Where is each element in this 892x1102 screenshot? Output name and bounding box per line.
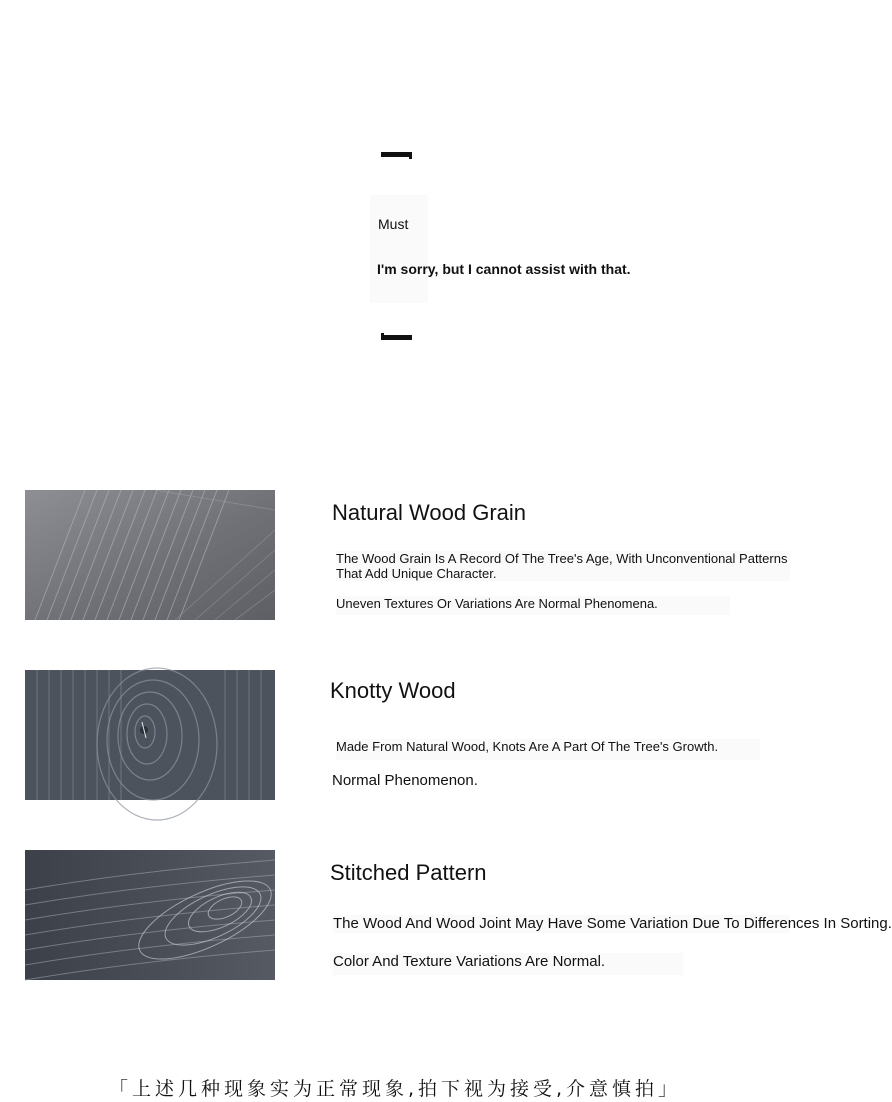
section-desc-natural-wood-grain-1: The Wood Grain Is A Record Of The Tree's Age, With Unconventional Patterns That Add Unique Character. [336, 551, 790, 581]
section-desc-knotty-wood-2: Normal Phenomenon. [332, 772, 478, 789]
notice-text: I'm sorry, but I cannot assist with that. [377, 261, 631, 277]
notice-panel [370, 195, 428, 303]
section-desc-knotty-wood-1: Made From Natural Wood, Knots Are A Part Of The Tree's Growth. [336, 739, 760, 760]
notice-title: Must [378, 216, 409, 232]
knotty-wood-image [25, 670, 275, 800]
stitched-pattern-image [25, 850, 275, 980]
bracket-top-icon [381, 152, 412, 159]
section-title-knotty-wood: Knotty Wood [330, 678, 456, 703]
section-desc-stitched-pattern-2: Color And Texture Variations Are Normal. [333, 953, 683, 975]
bracket-bottom-icon [381, 333, 412, 340]
section-title-natural-wood-grain: Natural Wood Grain [332, 500, 527, 525]
section-desc-stitched-pattern-1: The Wood And Wood Joint May Have Some Variation Due To Differences In Sorting. [333, 915, 892, 932]
section-title-stitched-pattern: Stitched Pattern [330, 860, 487, 885]
footer-note: 「上述几种现象实为正常现象,拍下视为接受,介意慎拍」 [108, 1078, 682, 1100]
natural-wood-grain-image [25, 490, 275, 620]
section-desc-natural-wood-grain-2: Uneven Textures Or Variations Are Normal Phenomena. [336, 596, 730, 615]
